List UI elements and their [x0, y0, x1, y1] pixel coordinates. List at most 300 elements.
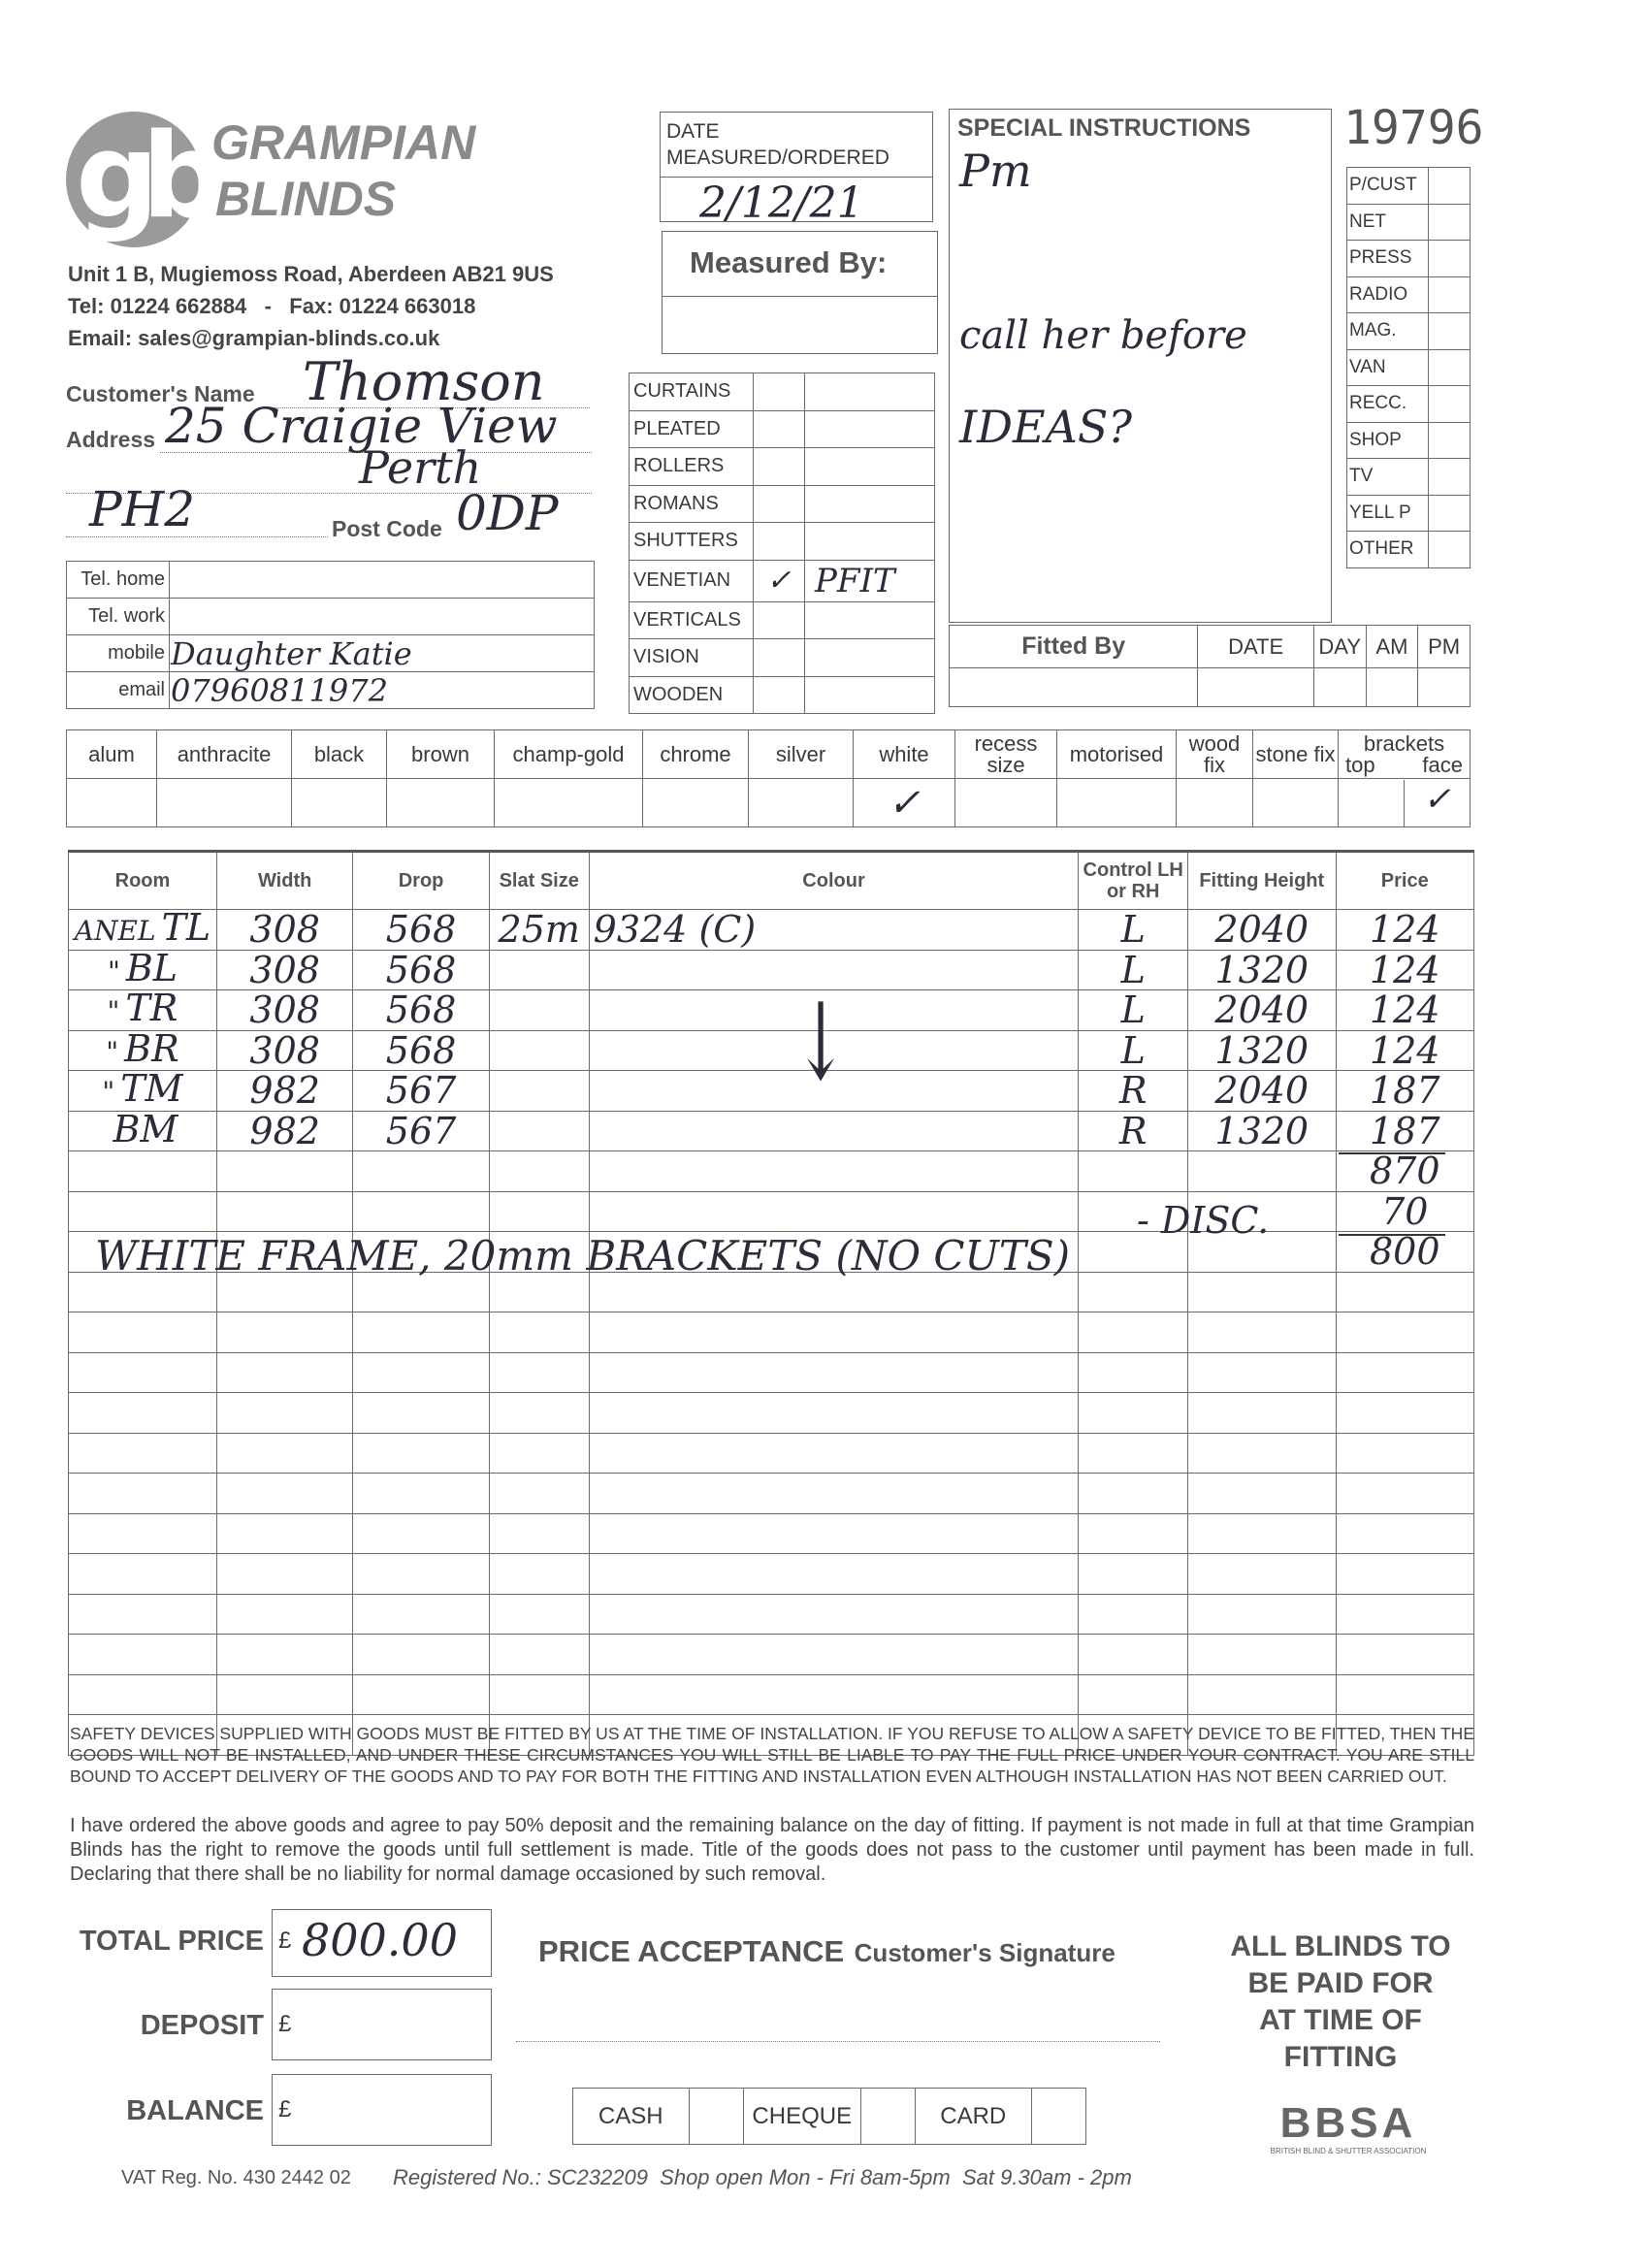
product-type-check[interactable]	[754, 410, 805, 448]
item-width[interactable]	[216, 1474, 352, 1514]
item-slat[interactable]	[489, 1635, 589, 1675]
item-slat[interactable]	[489, 1674, 589, 1715]
items-header: Drop	[353, 852, 489, 910]
bbsa-logo	[1237, 2100, 1460, 2155]
fitted-date-label: DATE	[1198, 626, 1314, 668]
fitted-am-value[interactable]	[1366, 668, 1418, 707]
product-type-label: VERTICALS	[630, 601, 754, 639]
item-room[interactable]	[69, 1474, 217, 1514]
item-control[interactable]	[1079, 1513, 1188, 1554]
item-room[interactable]	[69, 1674, 217, 1715]
item-room[interactable]	[69, 1026, 217, 1071]
payment-notice	[1195, 1928, 1486, 2076]
measured-by-label: Measured By:	[690, 245, 888, 279]
item-slat[interactable]	[489, 1071, 589, 1112]
balance-box[interactable]	[272, 2074, 492, 2146]
product-type-row	[630, 601, 935, 639]
source-label: OTHER	[1347, 532, 1429, 568]
item-control[interactable]	[1079, 1312, 1188, 1353]
item-height[interactable]: 1320	[1188, 1111, 1337, 1151]
product-type-check[interactable]	[754, 485, 805, 523]
product-type-check[interactable]	[754, 523, 805, 561]
item-drop[interactable]: 568	[353, 990, 489, 1031]
product-type-note[interactable]	[805, 410, 935, 448]
item-room-prefix: "	[106, 1035, 119, 1068]
item-control[interactable]	[1079, 1151, 1188, 1192]
item-height[interactable]: 1320	[1188, 1030, 1337, 1071]
source-check[interactable]	[1429, 349, 1471, 386]
item-control[interactable]: L	[1079, 910, 1188, 951]
fitted-pm-value[interactable]	[1418, 668, 1471, 707]
source-row	[1347, 313, 1471, 350]
items-row	[69, 1030, 1474, 1071]
source-row	[1347, 532, 1471, 568]
deposit-currency: £	[278, 2011, 292, 2037]
company-logo	[66, 112, 211, 257]
option-checkbox[interactable]	[67, 779, 157, 827]
bbsa-logo-sub: BRITISH BLIND & SHUTTER ASSOCIATION	[1270, 2147, 1427, 2155]
source-check[interactable]	[1429, 204, 1471, 241]
item-colour[interactable]	[589, 1554, 1079, 1595]
item-control[interactable]	[1079, 1393, 1188, 1434]
option-label: black	[292, 730, 387, 779]
contact-label: Tel. home	[67, 562, 170, 599]
items-row	[69, 1071, 1474, 1112]
item-slat[interactable]	[489, 990, 589, 1031]
item-room-prefix: "	[107, 955, 120, 988]
option-checkbox[interactable]	[157, 779, 292, 827]
item-drop[interactable]: 567	[353, 1111, 489, 1151]
items-row	[69, 1635, 1474, 1675]
item-slat[interactable]	[489, 1191, 589, 1232]
item-height[interactable]	[1188, 1312, 1337, 1353]
contact-value[interactable]	[170, 599, 595, 635]
item-control[interactable]	[1079, 1674, 1188, 1715]
item-price[interactable]	[1336, 1513, 1473, 1554]
price-acceptance-title: PRICE ACCEPTANCE	[538, 1934, 845, 1968]
item-control[interactable]	[1079, 1272, 1188, 1312]
item-width[interactable]	[216, 1433, 352, 1474]
item-price[interactable]: 124	[1336, 910, 1473, 951]
company-name-line2: BLINDS	[215, 172, 397, 226]
fitted-date-value[interactable]	[1198, 668, 1314, 707]
item-height[interactable]	[1188, 1272, 1337, 1312]
item-control[interactable]	[1079, 1554, 1188, 1595]
item-drop[interactable]	[353, 1393, 489, 1434]
item-height[interactable]	[1188, 1594, 1337, 1635]
payment-method-check[interactable]	[1031, 2089, 1085, 2145]
source-check[interactable]	[1429, 386, 1471, 423]
item-colour[interactable]: 9324 (C)	[589, 910, 1079, 951]
item-room[interactable]	[69, 1594, 217, 1635]
product-type-note[interactable]	[805, 448, 935, 486]
product-type-label: CURTAINS	[630, 373, 754, 411]
deposit-box[interactable]	[272, 1989, 492, 2060]
item-room[interactable]	[69, 987, 217, 1031]
total-price-box[interactable]	[272, 1909, 492, 1977]
fitted-am-label: AM	[1366, 626, 1418, 668]
product-type-note[interactable]	[805, 676, 935, 714]
item-drop[interactable]: 567	[353, 1071, 489, 1112]
product-type-check[interactable]	[754, 448, 805, 486]
item-control[interactable]: L	[1079, 1030, 1188, 1071]
item-slat[interactable]	[489, 1151, 589, 1192]
item-room[interactable]	[69, 1352, 217, 1393]
bbsa-logo-text: BBSA	[1279, 2099, 1417, 2147]
product-type-note[interactable]	[805, 373, 935, 411]
product-type-row	[630, 485, 935, 523]
item-drop[interactable]: 568	[353, 950, 489, 990]
item-drop[interactable]	[353, 1312, 489, 1353]
item-width[interactable]	[216, 1191, 352, 1232]
item-price[interactable]	[1336, 1393, 1473, 1434]
product-type-label: VENETIAN	[630, 560, 754, 601]
balance-label: BALANCE	[126, 2095, 264, 2126]
item-slat[interactable]	[489, 1312, 589, 1353]
source-check[interactable]	[1429, 495, 1471, 532]
product-type-check[interactable]: ✓	[754, 560, 805, 601]
item-width[interactable]: 308	[216, 910, 352, 951]
item-room-code: BL	[125, 946, 178, 989]
item-drop[interactable]	[353, 1191, 489, 1232]
item-width[interactable]	[216, 1352, 352, 1393]
item-price[interactable]: 70	[1336, 1191, 1473, 1232]
item-drop[interactable]	[353, 1474, 489, 1514]
option-checkbox[interactable]	[292, 779, 387, 827]
item-control[interactable]	[1079, 1474, 1188, 1514]
item-drop[interactable]: 568	[353, 1030, 489, 1071]
price-acceptance-label	[538, 1934, 1116, 1969]
item-width[interactable]	[216, 1554, 352, 1595]
product-type-label: SHUTTERS	[630, 523, 754, 561]
item-height[interactable]	[1188, 1393, 1337, 1434]
total-price-value: 800.00	[302, 1914, 458, 1966]
item-height[interactable]: 2040	[1188, 1071, 1337, 1112]
item-room[interactable]	[69, 1393, 217, 1434]
item-control[interactable]	[1079, 1594, 1188, 1635]
brackets-face-check[interactable]: ✓	[1423, 779, 1451, 819]
special-instructions-line3[interactable]: IDEAS?	[959, 401, 1133, 453]
item-room-prefix: "	[107, 995, 120, 1028]
product-type-note[interactable]: PFIT	[805, 560, 935, 601]
item-note[interactable]: WHITE FRAME, 20mm BRACKETS (NO CUTS)	[95, 1232, 1071, 1280]
option-checkbox[interactable]	[955, 779, 1057, 827]
footer-registered: Registered No.: SC232209 Shop open Mon - Fri 8am-5pm Sat 9.30am - 2pm	[393, 2165, 1132, 2189]
item-colour[interactable]	[589, 1312, 1079, 1353]
source-check[interactable]	[1429, 168, 1471, 205]
item-drop[interactable]	[353, 1554, 489, 1595]
fitted-by-value[interactable]	[950, 668, 1198, 707]
address-line2[interactable]: Perth	[359, 441, 482, 494]
item-slat[interactable]	[489, 1030, 589, 1071]
item-control[interactable]: R	[1079, 1111, 1188, 1151]
item-price[interactable]	[1336, 1674, 1473, 1715]
item-colour[interactable]	[589, 1393, 1079, 1434]
option-checkbox[interactable]	[749, 779, 854, 827]
source-check[interactable]	[1429, 459, 1471, 496]
item-room[interactable]	[69, 906, 217, 951]
item-drop[interactable]	[353, 1594, 489, 1635]
option-checkbox[interactable]: ✓	[854, 779, 955, 827]
item-colour[interactable]	[589, 1151, 1079, 1192]
item-control[interactable]: R	[1079, 1071, 1188, 1112]
fitted-day-label: DAY	[1313, 626, 1366, 668]
item-control[interactable]	[1079, 1352, 1188, 1393]
item-drop[interactable]	[353, 1674, 489, 1715]
contact-table	[66, 561, 595, 709]
item-drop[interactable]: 568	[353, 910, 489, 951]
option-checkbox[interactable]	[387, 779, 495, 827]
item-price[interactable]: 124	[1336, 950, 1473, 990]
product-type-note[interactable]	[805, 601, 935, 639]
product-type-label: VISION	[630, 639, 754, 677]
item-width[interactable]	[216, 1635, 352, 1675]
item-colour[interactable]	[589, 1433, 1079, 1474]
item-room[interactable]	[69, 1554, 217, 1595]
company-name-line1: GRAMPIAN	[211, 115, 476, 170]
price-acceptance-sub: Customer's Signature	[854, 1938, 1116, 1967]
items-row	[69, 1393, 1474, 1434]
source-row	[1347, 422, 1471, 459]
item-room[interactable]	[69, 1191, 217, 1232]
option-checkbox[interactable]	[1057, 779, 1177, 827]
item-width[interactable]: 308	[216, 1030, 352, 1071]
item-room[interactable]	[69, 1107, 217, 1151]
item-colour[interactable]	[589, 1352, 1079, 1393]
deposit-label: DEPOSIT	[140, 2010, 264, 2041]
item-control[interactable]: L	[1079, 990, 1188, 1031]
source-row	[1347, 386, 1471, 423]
item-width[interactable]: 308	[216, 950, 352, 990]
item-slat[interactable]	[489, 1554, 589, 1595]
item-price[interactable]	[1336, 1635, 1473, 1675]
item-price[interactable]: 800	[1336, 1232, 1473, 1273]
item-price[interactable]: 124	[1336, 990, 1473, 1031]
item-colour[interactable]	[589, 1674, 1079, 1715]
option-checkbox[interactable]	[1177, 779, 1253, 827]
item-price[interactable]	[1336, 1554, 1473, 1595]
contact-label: mobile	[67, 635, 170, 672]
contact-row	[67, 562, 595, 599]
item-price[interactable]	[1336, 1433, 1473, 1474]
product-type-note[interactable]	[805, 639, 935, 677]
item-height[interactable]	[1188, 1674, 1337, 1715]
date-value[interactable]: 2/12/21	[699, 178, 864, 228]
total-price-label: TOTAL PRICE	[79, 1926, 264, 1957]
address-line1[interactable]: 25 Craigie View	[165, 398, 558, 454]
source-check[interactable]	[1429, 313, 1471, 350]
item-colour[interactable]	[589, 1635, 1079, 1675]
items-row	[69, 1312, 1474, 1353]
item-room[interactable]	[69, 1433, 217, 1474]
item-width[interactable]	[216, 1513, 352, 1554]
product-type-row	[630, 639, 935, 677]
option-checkbox[interactable]	[495, 779, 643, 827]
source-row	[1347, 349, 1471, 386]
item-control[interactable]	[1079, 1433, 1188, 1474]
item-slat[interactable]: 25m	[489, 910, 589, 951]
item-room[interactable]	[69, 1067, 217, 1112]
address-line3[interactable]: PH2	[89, 481, 196, 537]
product-type-note[interactable]	[805, 523, 935, 561]
option-label: motorised	[1057, 730, 1177, 779]
item-price[interactable]: 124	[1336, 1030, 1473, 1071]
notice-line4: FITTING	[1283, 2041, 1398, 2073]
item-drop[interactable]	[353, 1433, 489, 1474]
source-check[interactable]	[1429, 276, 1471, 313]
contact-value[interactable]: Daughter Katie	[170, 635, 595, 672]
item-price[interactable]: 870	[1336, 1151, 1473, 1192]
discount-label: - DISC.	[1137, 1199, 1270, 1242]
item-slat[interactable]	[489, 950, 589, 990]
source-row	[1347, 241, 1471, 277]
item-height[interactable]	[1188, 1513, 1337, 1554]
item-price[interactable]	[1336, 1352, 1473, 1393]
item-price[interactable]	[1336, 1312, 1473, 1353]
address-label: Address	[66, 427, 156, 452]
source-check[interactable]	[1429, 422, 1471, 459]
items-row	[69, 1352, 1474, 1393]
option-label: recess size	[955, 730, 1057, 779]
item-price[interactable]	[1336, 1474, 1473, 1514]
product-type-row	[630, 410, 935, 448]
items-row	[69, 990, 1474, 1031]
item-drop[interactable]	[353, 1352, 489, 1393]
brackets-label: brackets	[1363, 730, 1445, 756]
item-height[interactable]	[1188, 1474, 1337, 1514]
item-width[interactable]	[216, 1674, 352, 1715]
item-height[interactable]	[1188, 1352, 1337, 1393]
product-type-table	[629, 373, 935, 714]
item-room[interactable]	[69, 1635, 217, 1675]
item-slat[interactable]	[489, 1352, 589, 1393]
product-type-check[interactable]	[754, 601, 805, 639]
source-table	[1346, 167, 1471, 568]
item-room[interactable]	[69, 1513, 217, 1554]
item-width[interactable]: 308	[216, 990, 352, 1031]
option-label: stone fix	[1253, 730, 1339, 779]
product-type-label: WOODEN	[630, 676, 754, 714]
company-address: Unit 1 B, Mugiemoss Road, Aberdeen AB21 9US	[68, 262, 554, 286]
item-width[interactable]	[216, 1393, 352, 1434]
option-checkbox[interactable]	[1253, 779, 1339, 827]
source-label: RADIO	[1347, 276, 1429, 313]
source-label: P/CUST	[1347, 168, 1429, 205]
item-room-code: BM	[113, 1107, 178, 1150]
product-type-note[interactable]	[805, 485, 935, 523]
item-slat[interactable]	[489, 1393, 589, 1434]
brackets-face-label: face	[1422, 752, 1463, 777]
item-colour[interactable]	[589, 1594, 1079, 1635]
item-height[interactable]	[1188, 1151, 1337, 1192]
items-row	[69, 1674, 1474, 1715]
payment-method-check[interactable]	[689, 2089, 743, 2145]
item-room[interactable]	[69, 1151, 217, 1192]
option-label: anthracite	[157, 730, 292, 779]
deposit-terms: I have ordered the above goods and agree to pay 50% deposit and the remaining balance on the day of fitting. If payment is not made in full at that time Grampian Blinds has the right to remove the goods until full settlement is made. Title of the goods does not pass to the customer until payment has been made in full. Declaring that there shall be no liability for normal damage occasioned by such removal.	[70, 1815, 1474, 1885]
source-check[interactable]	[1429, 241, 1471, 277]
item-control[interactable]: L	[1079, 950, 1188, 990]
item-colour[interactable]	[589, 1474, 1079, 1514]
items-header: Price	[1336, 852, 1473, 910]
item-height[interactable]: 2040	[1188, 990, 1337, 1031]
item-height[interactable]	[1188, 1635, 1337, 1675]
item-control[interactable]	[1079, 1635, 1188, 1675]
item-drop[interactable]	[353, 1635, 489, 1675]
source-check[interactable]	[1429, 532, 1471, 568]
item-drop[interactable]	[353, 1513, 489, 1554]
item-drop[interactable]	[353, 1151, 489, 1192]
items-row	[69, 910, 1474, 951]
item-price[interactable]: 187	[1336, 1111, 1473, 1151]
item-colour[interactable]	[589, 1191, 1079, 1232]
brackets-top-check[interactable]	[1339, 780, 1405, 826]
payment-method-check[interactable]	[860, 2089, 915, 2145]
signature-line[interactable]	[516, 2041, 1160, 2042]
option-checkbox[interactable]	[643, 779, 749, 827]
special-instructions-box	[949, 109, 1332, 623]
item-price[interactable]: 187	[1336, 1071, 1473, 1112]
product-type-check[interactable]	[754, 639, 805, 677]
contact-value[interactable]: 07960811972	[170, 672, 595, 709]
customer-name[interactable]: Thomson	[303, 351, 545, 412]
item-width[interactable]: 982	[216, 1071, 352, 1112]
option-label: wood fix	[1177, 730, 1253, 779]
item-width[interactable]	[216, 1594, 352, 1635]
item-colour[interactable]	[589, 1111, 1079, 1151]
item-slat[interactable]	[489, 1433, 589, 1474]
item-height[interactable]: 1320	[1188, 950, 1337, 990]
safety-terms: SAFETY DEVICES SUPPLIED WITH GOODS MUST BE FITTED BY US AT THE TIME OF INSTALLATION. IF YOU REFUSE TO ALLOW A SAFETY DEVICE TO BE FITTED, THEN THE GOODS WILL NOT BE INSTALLED, AND UNDER THESE CIRCUMSTANCES YOU WILL STILL BE LIABLE TO PAY THE FULL PRICE UNDER YOUR CONTRACT. YOU ARE STILL BOUND TO ACCEPT DELIVERY OF THE GOODS AND TO PAY FOR BOTH THE FITTING AND INSTALLATION EVEN ALTHOUGH INSTALLATION HAS NOT BEEN CARRIED OUT.	[70, 1724, 1474, 1786]
special-instructions-line2[interactable]: call her before	[959, 313, 1247, 358]
contact-value[interactable]	[170, 562, 595, 599]
item-slat[interactable]	[489, 1594, 589, 1635]
item-width[interactable]	[216, 1151, 352, 1192]
item-slat[interactable]	[489, 1513, 589, 1554]
item-height[interactable]	[1188, 1433, 1337, 1474]
item-price[interactable]	[1336, 1272, 1473, 1312]
item-width[interactable]: 982	[216, 1111, 352, 1151]
fitted-by-label: Fitted By	[950, 626, 1198, 668]
source-label: PRESS	[1347, 241, 1429, 277]
payment-method-label: CASH	[573, 2089, 690, 2145]
notice-line1: ALL BLINDS TO	[1230, 1930, 1451, 1962]
product-type-row	[630, 560, 935, 601]
item-room-prefix: "	[102, 1076, 115, 1109]
product-type-row	[630, 523, 935, 561]
postcode-value[interactable]: 0DP	[456, 485, 559, 541]
item-slat[interactable]	[489, 1111, 589, 1151]
item-height[interactable]	[1188, 1554, 1337, 1595]
payment-method-table	[572, 2088, 1086, 2145]
item-price[interactable]	[1336, 1594, 1473, 1635]
product-type-check[interactable]	[754, 373, 805, 411]
fitted-day-value[interactable]	[1313, 668, 1366, 707]
options-table	[66, 729, 1471, 827]
item-slat[interactable]	[489, 1474, 589, 1514]
option-label: silver	[749, 730, 854, 779]
product-type-check[interactable]	[754, 676, 805, 714]
item-width[interactable]	[216, 1312, 352, 1353]
item-room[interactable]	[69, 1312, 217, 1353]
item-height[interactable]: 2040	[1188, 910, 1337, 951]
items-row	[69, 1151, 1474, 1192]
special-instructions-line1[interactable]: Pm	[959, 145, 1032, 197]
items-row	[69, 1594, 1474, 1635]
item-colour[interactable]	[589, 1513, 1079, 1554]
item-room[interactable]	[69, 946, 217, 990]
item-room-prefix: ANEL	[74, 915, 156, 948]
